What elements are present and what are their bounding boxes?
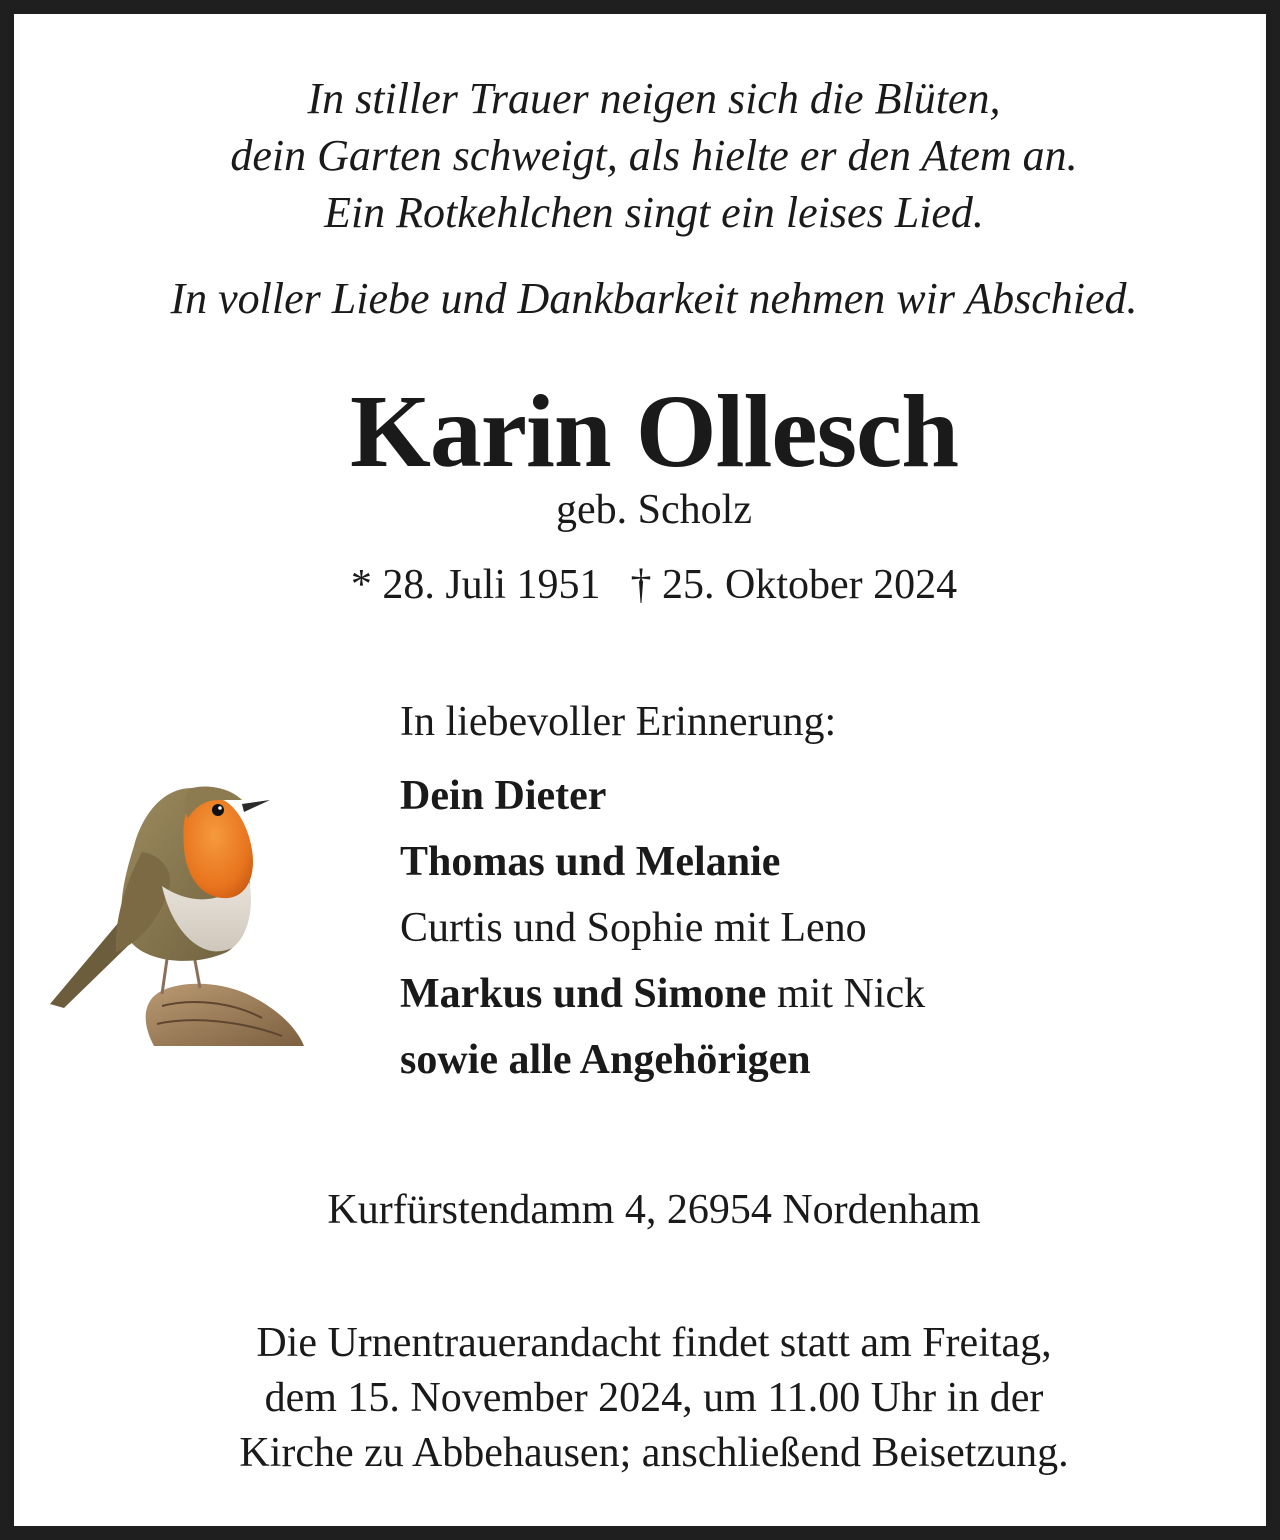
service-notice bbox=[14, 1316, 1280, 1481]
mourners-list bbox=[400, 770, 925, 1100]
robin-beak bbox=[242, 800, 270, 812]
maiden-name: geb. Scholz bbox=[556, 487, 752, 533]
service-line: Kirche zu Abbehausen; anschließend Beisetzung. bbox=[239, 1430, 1069, 1476]
death-date: † 25. Oktober 2024 bbox=[630, 562, 958, 608]
poem-line: Ein Rotkehlchen singt ein leises Lied. bbox=[324, 188, 984, 237]
mourner-markus-simone bbox=[400, 968, 925, 1034]
poem-line: In stiller Trauer neigen sich die Blüten, bbox=[307, 74, 1001, 123]
birth-date: * 28. Juli 1951 bbox=[350, 562, 601, 608]
deceased-name: Karin Ollesch bbox=[349, 374, 959, 489]
mourner-thomas-melanie: Thomas und Melanie bbox=[400, 839, 781, 885]
mourner-markus-suffix: mit Nick bbox=[766, 971, 926, 1017]
service-line: dem 15. November 2024, um 11.00 Uhr in der bbox=[264, 1375, 1044, 1421]
perch-wood bbox=[146, 984, 304, 1046]
address: Kurfürstendamm 4, 26954 Nordenham bbox=[327, 1187, 981, 1233]
mourner-relatives: sowie alle Angehörigen bbox=[400, 1037, 811, 1083]
robin-eye bbox=[212, 804, 224, 816]
memory-heading: In liebevoller Erinnerung: bbox=[400, 699, 837, 745]
farewell-line: In voller Liebe und Dankbarkeit nehmen wir Abschied. bbox=[170, 274, 1138, 323]
life-dates bbox=[14, 558, 1280, 612]
poem bbox=[14, 70, 1280, 241]
mourner-markus-simone-names: Markus und Simone bbox=[400, 971, 767, 1017]
mourner-dieter: Dein Dieter bbox=[400, 773, 607, 819]
mourner-curtis-sophie: Curtis und Sophie mit Leno bbox=[400, 905, 867, 951]
poem-line: dein Garten schweigt, als hielte er den Atem an. bbox=[230, 131, 1078, 180]
service-line: Die Urnentrauerandacht findet statt am Freitag, bbox=[256, 1320, 1052, 1366]
robin-illustration bbox=[42, 766, 312, 1048]
